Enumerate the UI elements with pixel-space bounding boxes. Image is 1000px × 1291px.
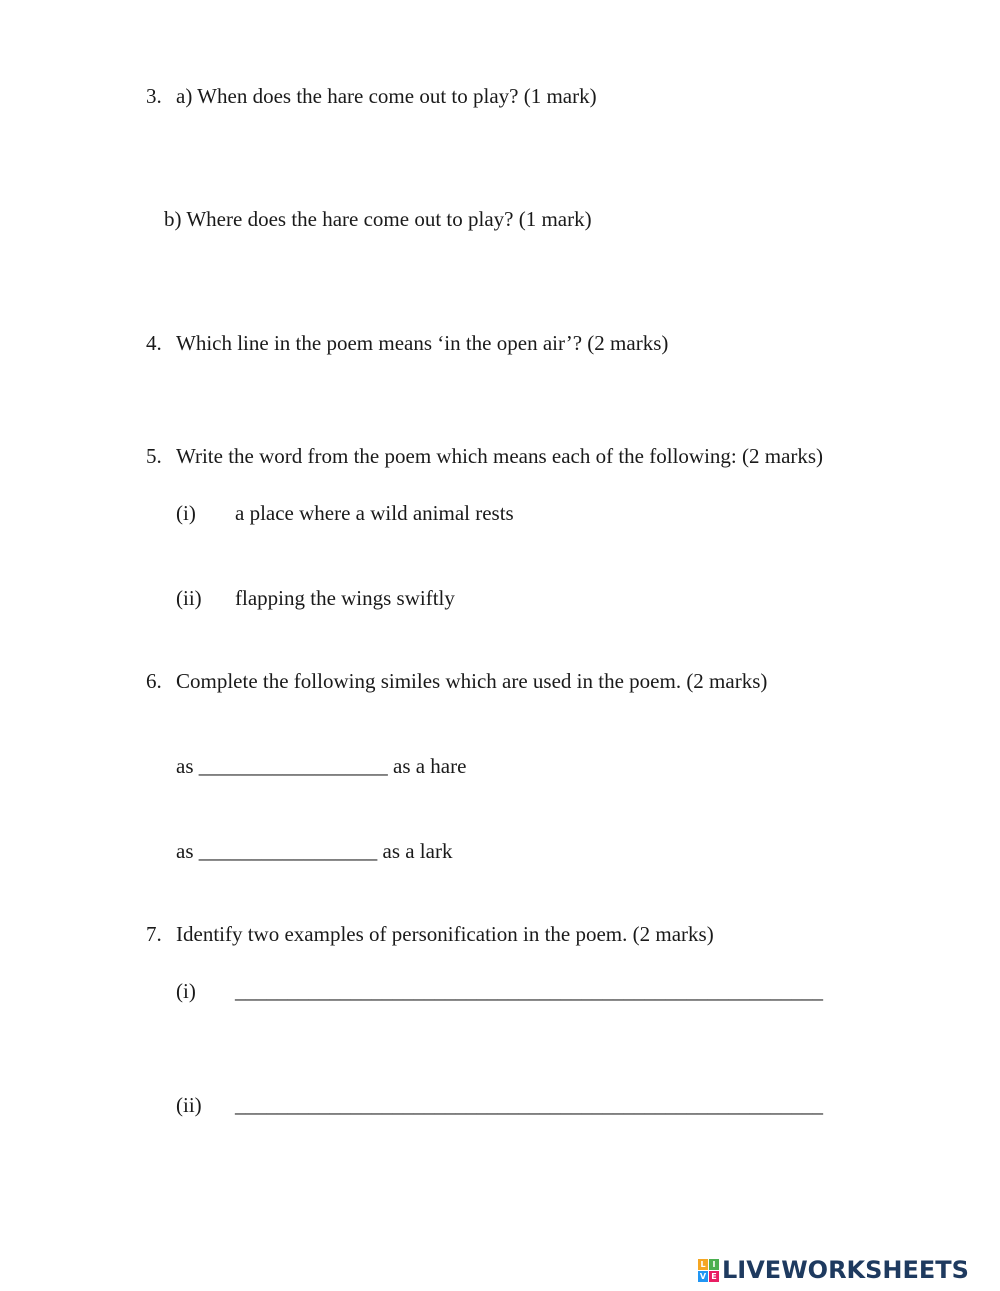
question-6-text: Complete the following similes which are used in the poem. (2 marks): [176, 669, 768, 693]
question-5-item-label: (ii): [176, 586, 202, 610]
logo-mark-letter: E: [709, 1271, 719, 1282]
logo-mark-letter: I: [709, 1259, 719, 1270]
simile-hare: as __________________ as a hare: [176, 754, 467, 778]
simile-lark: as _________________ as a lark: [176, 839, 453, 863]
question-3a-text: a) When does the hare come out to play? (1 mark): [176, 84, 597, 108]
question-4-number: 4.: [146, 331, 162, 355]
question-3b-text: b) Where does the hare come out to play? (1 mark): [164, 207, 592, 231]
logo-mark-icon: [698, 1259, 719, 1282]
question-4-text: Which line in the poem means ‘in the open air’? (2 marks): [176, 331, 669, 355]
question-5-text: Write the word from the poem which means each of the following: (2 marks): [176, 444, 824, 468]
answer-line: ________________________________________________________: [235, 979, 823, 1003]
question-6-number: 6.: [146, 669, 162, 693]
question-5-item-text: a place where a wild animal rests: [235, 501, 514, 525]
question-7-item-label: (ii): [176, 1093, 202, 1117]
logo-mark-letter: V: [699, 1271, 707, 1281]
question-5-item-text: flapping the wings swiftly: [235, 586, 455, 610]
liveworksheets-logo: [698, 1255, 969, 1285]
question-7-text: Identify two examples of personification in the poem. (2 marks): [176, 922, 714, 946]
logo-text: LIVEWORKSHEETS: [722, 1256, 969, 1284]
logo-mark-letter: L: [698, 1259, 708, 1270]
question-5-item-label: (i): [176, 501, 196, 525]
question-5-number: 5.: [146, 444, 162, 468]
question-7-number: 7.: [146, 922, 162, 946]
answer-line: ________________________________________________________: [235, 1093, 823, 1117]
question-3-number: 3.: [146, 84, 162, 108]
question-7-item-label: (i): [176, 979, 196, 1003]
